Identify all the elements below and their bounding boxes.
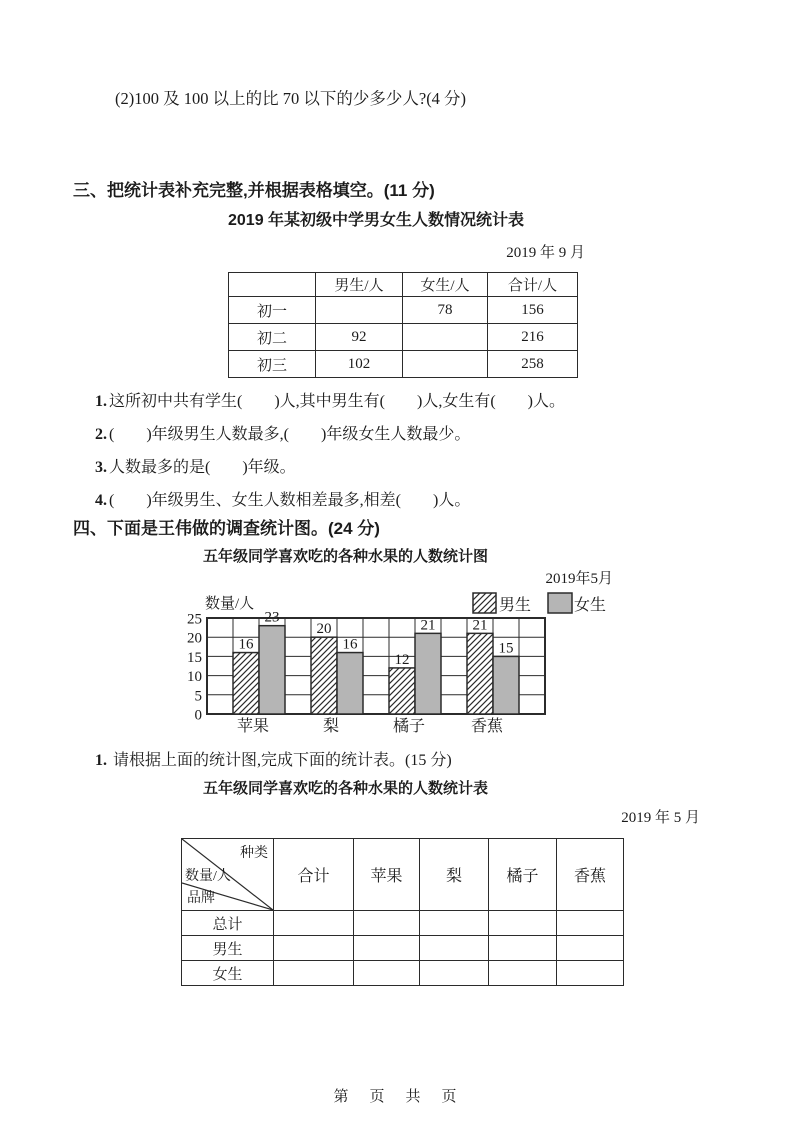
fruit-table-title: 五年级同学喜欢吃的各种水果的人数统计表	[203, 780, 489, 797]
empty-cell	[489, 911, 557, 936]
fruit-bar-chart	[160, 565, 640, 740]
bar-female-2	[337, 653, 363, 714]
corner-label-brand: 品牌	[187, 891, 215, 906]
corner-label-quantity: 数量/人	[185, 869, 231, 884]
question-number: 2.	[95, 426, 107, 443]
bar-male-2	[311, 637, 337, 714]
row-header: 总计	[182, 911, 274, 936]
bar-value-label: 12	[394, 651, 410, 668]
bar-male-3	[389, 668, 415, 714]
section3-table-date: 2019 年 9 月	[506, 245, 585, 261]
empty-cell	[354, 936, 420, 961]
bar-value-label: 20	[316, 621, 332, 638]
fruit-chart-title: 五年级同学喜欢吃的各种水果的人数统计图	[203, 548, 489, 565]
y-tick-label: 20	[187, 630, 202, 647]
question-number: 4.	[95, 492, 107, 509]
x-category-label: 梨	[322, 718, 340, 735]
table-row	[182, 936, 624, 961]
empty-cell	[274, 936, 354, 961]
table-header-row	[182, 839, 624, 911]
bar-male-4	[467, 633, 493, 714]
table-cell	[316, 297, 403, 324]
question-number: 1.	[95, 752, 107, 769]
question-text: ( )年级男生人数最多,( )年级女生人数最少。	[109, 426, 471, 443]
empty-cell	[420, 936, 489, 961]
row-header: 男生	[182, 936, 274, 961]
empty-cell	[557, 911, 624, 936]
table-cell: 92	[316, 324, 403, 351]
x-category-label: 橘子	[392, 718, 426, 735]
y-axis-label: 数量/人	[205, 596, 255, 612]
question-text: 这所初中共有学生( )人,其中男生有( )人,女生有( )人。	[109, 393, 565, 410]
question-2-line	[115, 85, 466, 109]
table-row	[229, 324, 578, 351]
column-header: 香蕉	[557, 839, 624, 911]
corner-label-category: 种类	[240, 846, 268, 861]
bar-value-label: 15	[498, 640, 514, 657]
table-row	[182, 961, 624, 986]
table-cell: 258	[488, 351, 578, 378]
page-footer: 第 页 共 页	[333, 1089, 460, 1105]
bar-value-label: 21	[420, 617, 436, 634]
row-header: 女生	[182, 961, 274, 986]
section3-questions	[95, 388, 755, 528]
column-header: 苹果	[354, 839, 420, 911]
table-cell: 102	[316, 351, 403, 378]
row-header: 初三	[229, 351, 316, 378]
section4-question1	[95, 747, 452, 770]
table-cell	[403, 324, 488, 351]
legend-male-label: 男生	[499, 597, 532, 614]
table-row	[182, 911, 624, 936]
question-text: 人数最多的是( )年级。	[109, 459, 296, 476]
fruit-stats-table	[181, 838, 624, 986]
y-tick-label: 15	[187, 649, 202, 666]
empty-cell	[489, 936, 557, 961]
y-tick-label: 0	[194, 707, 202, 724]
column-header: 女生/人	[403, 273, 488, 297]
question-text: 请根据上面的统计图,完成下面的统计表。(15 分)	[113, 752, 452, 769]
row-header: 初二	[229, 324, 316, 351]
empty-cell	[274, 961, 354, 986]
empty-cell	[557, 936, 624, 961]
question-line	[95, 454, 296, 477]
y-tick-label: 25	[187, 611, 202, 628]
column-header: 梨	[420, 839, 489, 911]
question-line	[95, 421, 470, 444]
column-header: 橘子	[489, 839, 557, 911]
section4-heading: 四、下面是王伟做的调查统计图。(24 分)	[73, 519, 380, 538]
question-text: ( )年级男生、女生人数相差最多,相差( )人。	[109, 492, 471, 509]
table-header-row	[229, 273, 578, 297]
table-cell: 216	[488, 324, 578, 351]
empty-cell	[354, 911, 420, 936]
bar-value-label: 16	[342, 636, 358, 653]
column-header: 男生/人	[316, 273, 403, 297]
table-cell	[403, 351, 488, 378]
question-2-text: (2)100 及 100 以上的比 70 以下的少多少人?(4 分)	[115, 89, 467, 108]
bar-female-3	[415, 633, 441, 714]
table-cell: 156	[488, 297, 578, 324]
empty-cell	[420, 961, 489, 986]
bar-value-label: 16	[238, 636, 254, 653]
empty-cell	[274, 911, 354, 936]
section3-heading: 三、把统计表补充完整,并根据表格填空。(11 分)	[73, 181, 435, 200]
table-cell: 78	[403, 297, 488, 324]
column-header: 合计/人	[488, 273, 578, 297]
table-row	[229, 297, 578, 324]
bar-female-1	[259, 626, 285, 714]
fruit-table-date: 2019 年 5 月	[621, 810, 700, 826]
bar-male-1	[233, 653, 259, 714]
question-line	[95, 487, 470, 510]
y-tick-label: 10	[187, 669, 202, 686]
question-number: 1.	[95, 393, 107, 410]
y-tick-label: 5	[194, 688, 202, 705]
bar-value-label: 23	[264, 609, 280, 626]
table-row	[229, 351, 578, 378]
empty-cell	[489, 961, 557, 986]
grade-stats-table	[228, 272, 578, 378]
x-category-label: 香蕉	[470, 718, 504, 735]
x-category-label: 苹果	[236, 718, 270, 735]
column-header	[229, 273, 316, 297]
legend-female-label: 女生	[574, 597, 607, 614]
bar-female-4	[493, 656, 519, 714]
bar-value-label: 21	[472, 617, 488, 634]
section3-table-title: 2019 年某初级中学男女生人数情况统计表	[228, 212, 525, 229]
empty-cell	[557, 961, 624, 986]
empty-cell	[354, 961, 420, 986]
legend-male-swatch	[473, 593, 496, 613]
chart-date-label: 2019年5月	[545, 571, 613, 587]
legend-female-swatch	[548, 593, 572, 613]
column-header: 合计	[274, 839, 354, 911]
question-line	[95, 388, 565, 411]
diagonal-corner-cell	[182, 839, 274, 911]
empty-cell	[420, 911, 489, 936]
row-header: 初一	[229, 297, 316, 324]
question-number: 3.	[95, 459, 107, 476]
